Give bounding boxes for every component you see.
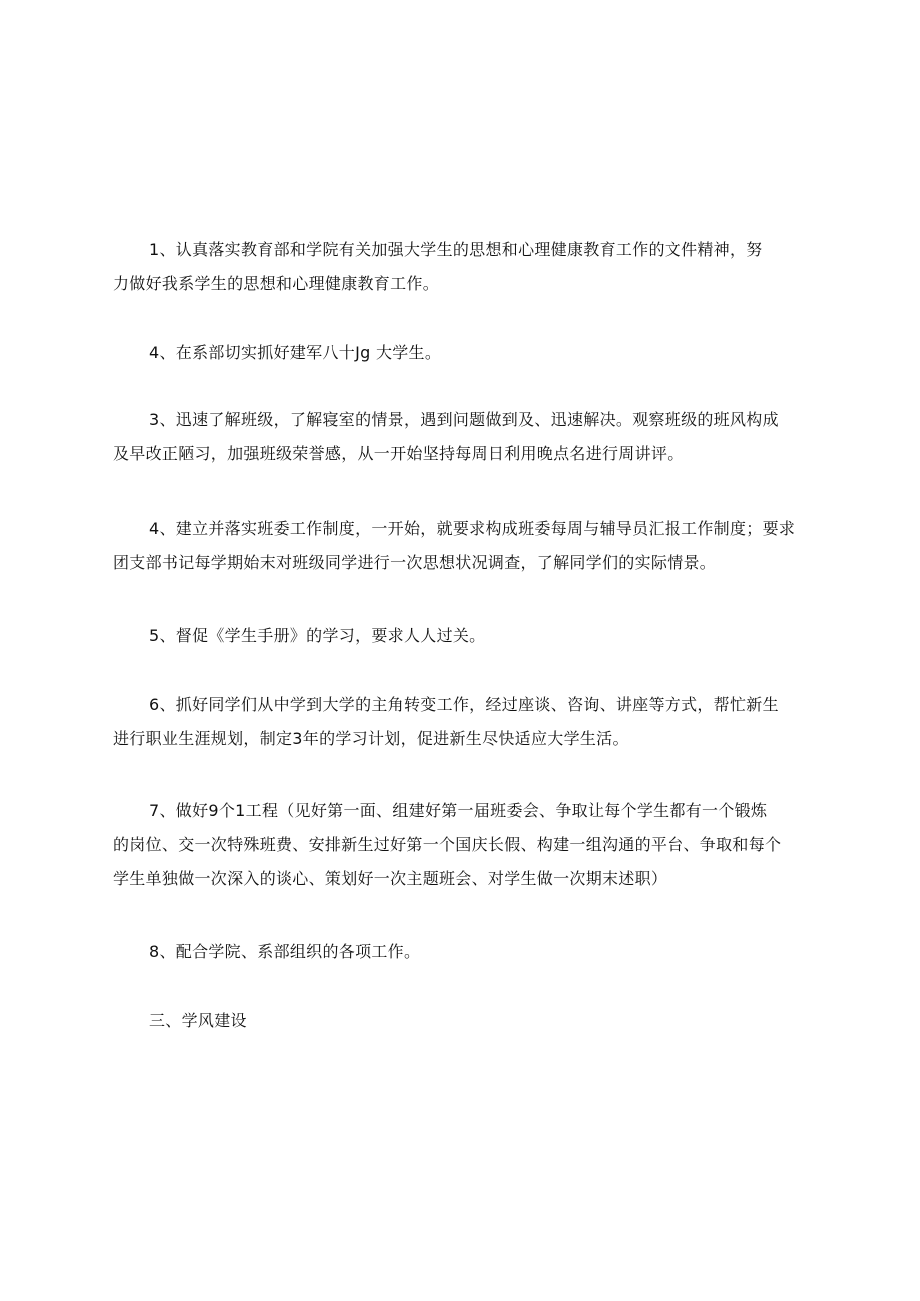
paragraph-item-1 xyxy=(113,233,813,301)
paragraph-line: 团支部书记每学期始末对班级同学进行一次思想状况调查，了解同学们的实际情景。 xyxy=(113,553,717,572)
paragraph-line: 4、在系部切实抓好建军八十Jg 大学生。 xyxy=(149,343,442,362)
paragraph-line: 8、配合学院、系部组织的各项工作。 xyxy=(149,942,421,961)
paragraph-line: 5、督促《学生手册》的学习，要求人人过关。 xyxy=(149,626,486,645)
section-heading-text: 三、学风建设 xyxy=(149,1011,247,1030)
paragraph-line: 1、认真落实教育部和学院有关加强大学生的思想和心理健康教育工作的文件精神，努 xyxy=(149,240,763,259)
paragraph-line: 4、建立并落实班委工作制度，一开始，就要求构成班委每周与辅导员汇报工作制度；要求 xyxy=(149,519,796,538)
paragraph-item-5 xyxy=(113,619,813,653)
paragraph-item-4a xyxy=(113,336,813,370)
paragraph-line: 的岗位、交一次特殊班费、安排新生过好第一个国庆长假、构建一组沟通的平台、争取和每个 xyxy=(113,835,782,854)
paragraph-item-4b xyxy=(113,512,813,580)
paragraph-line: 6、抓好同学们从中学到大学的主角转变工作，经过座谈、咨询、讲座等方式，帮忙新生 xyxy=(149,695,779,714)
paragraph-item-3 xyxy=(113,403,813,471)
paragraph-line: 3、迅速了解班级，了解寝室的情景，遇到问题做到及、迅速解决。观察班级的班风构成 xyxy=(149,410,779,429)
paragraph-line: 学生单独做一次深入的谈心、策划好一次主题班会、对学生做一次期末述职） xyxy=(113,869,668,888)
paragraph-line: 7、做好9个1工程（见好第一面、组建好第一届班委会、争取让每个学生都有一个锻炼 xyxy=(149,801,768,820)
section-heading-study-style xyxy=(113,1004,813,1038)
paragraph-line: 进行职业生涯规划，制定3年的学习计划，促进新生尽快适应大学生活。 xyxy=(113,729,629,748)
paragraph-line: 力做好我系学生的思想和心理健康教育工作。 xyxy=(113,274,440,293)
paragraph-line: 及早改正陋习，加强班级荣誉感，从一开始坚持每周日利用晚点名进行周讲评。 xyxy=(113,444,684,463)
paragraph-item-6 xyxy=(113,688,813,756)
paragraph-item-7 xyxy=(113,794,813,896)
paragraph-item-8 xyxy=(113,935,813,969)
